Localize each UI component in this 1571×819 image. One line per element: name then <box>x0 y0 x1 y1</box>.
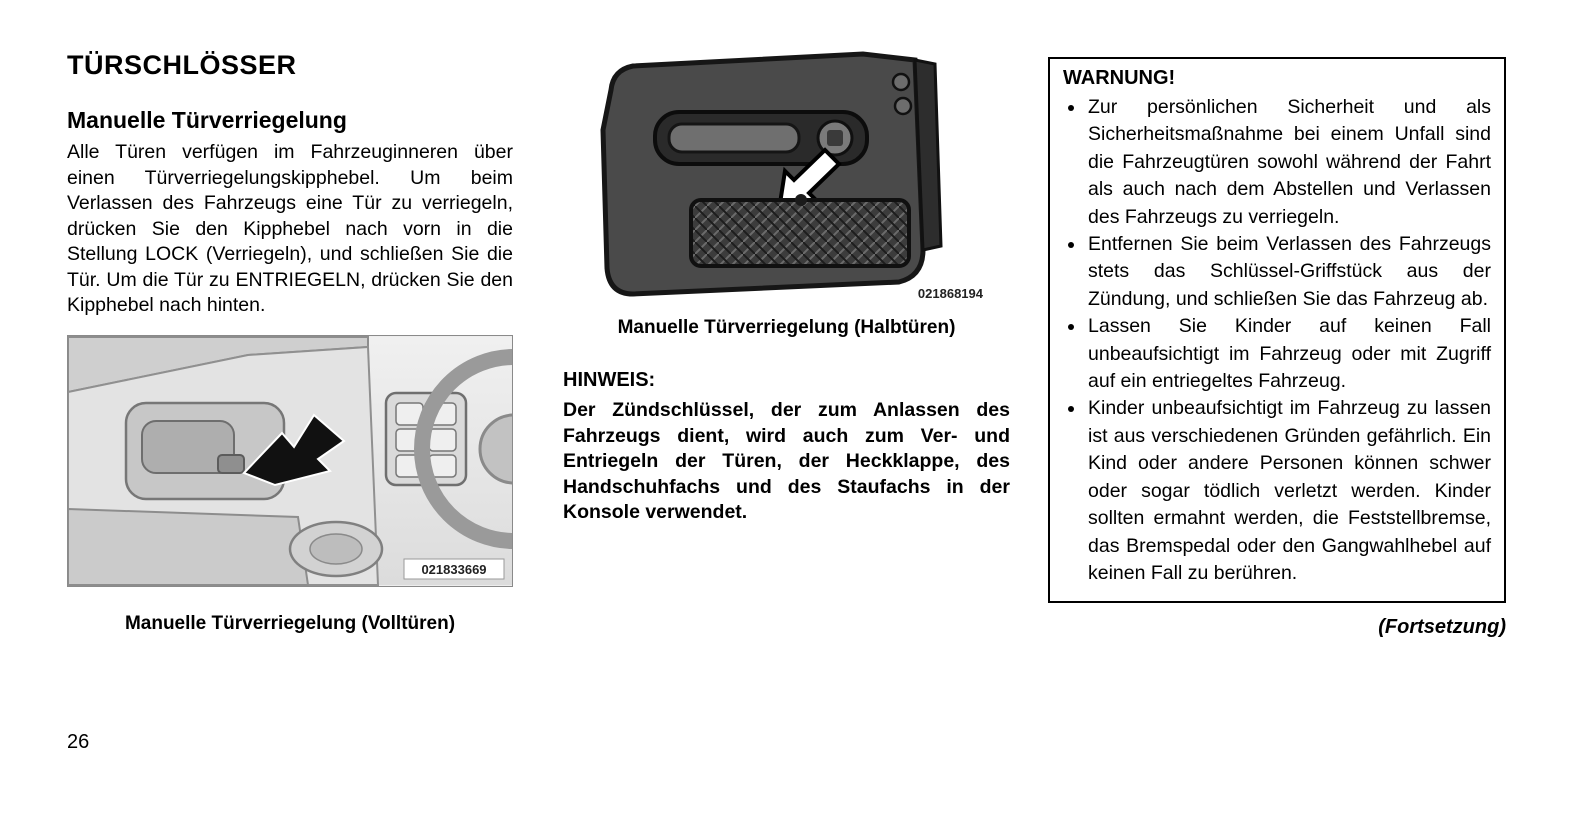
door-interior-illustration <box>67 335 513 587</box>
half-door-illustration <box>563 50 1010 305</box>
section-body: Alle Türen verfügen im Fahrzeuginneren über einen Türverriegelungskipphebel. Um beim Verlassen des Fahrzeugs eine Tür zu verriegeln, drücken Sie den Kipphebel nach vorn in die Stellung LOCK (Verriegeln), und schließen Sie die Tür. Um die Tür zu ENTRIEGELN, drücken Sie den Kipphebel nach hinten. <box>67 141 513 316</box>
warning-item: • Entfernen Sie beim Verlassen des Fahrzeugs stets das Schlüssel-Griffstück aus der Zündung, und schließen Sie das Fahrzeug ab. <box>1086 231 1491 313</box>
screw <box>895 98 911 114</box>
door-lower-trim <box>68 509 308 585</box>
warning-item: • Lassen Sie Kinder auf keinen Fall unbeaufsichtigt im Fahrzeug oder mit Zugriff auf ein entriegeltes Fahrzeug. <box>1086 313 1491 395</box>
warning-box <box>1048 57 1506 603</box>
right-column <box>1048 57 1506 639</box>
warning-list <box>1063 94 1491 587</box>
warning-item: • Zur persönlichen Sicherheit und als Sicherheitsmaßnahme bei einem Unfall sind die Fahrzeugtüren sowohl während der Fahrt als auch nach dem Abstellen und Verlassen des Fahrzeugs zu verriegeln. <box>1086 94 1491 231</box>
photo-code: 021868194 <box>917 286 983 301</box>
continuation-label: (Fortsetzung) <box>1378 616 1506 639</box>
warning-item: • Kinder unbeaufsichtigt im Fahrzeug zu lassen ist aus verschiedenen Gründen gefährlich. Ein Kind oder andere Personen können schwer oder sogar tödlich verletzt werden. Kinder sollten ermahnt werden, die Feststellbremse, das Bremspedal oder den Gangwahlhebel auf keinen Fall zu berühren. <box>1086 395 1491 587</box>
door-mat-texture <box>691 200 909 266</box>
middle-column <box>563 50 1010 526</box>
figure-caption-half-doors: Manuelle Türverriegelung (Halbtüren) <box>617 317 956 338</box>
door-interior-drawing <box>68 336 512 586</box>
page-title: TÜRSCHLÖSSER <box>67 50 297 80</box>
window-switch <box>429 429 456 451</box>
door-speaker-inner <box>310 534 362 564</box>
figure-caption-full-doors: Manuelle Türverriegelung (Volltüren) <box>124 612 456 634</box>
note-text: Der Zündschlüssel, der zum Anlassen des Fahrzeugs dient, wird auch zum Ver- und Entriegeln der Türen, der Heckklappe, des Handschuhfachs und des Staufachs in der Konsole verwendet. <box>563 399 1010 523</box>
figure-half-doors <box>563 50 1010 339</box>
photo-code: 021833669 <box>421 561 487 577</box>
lock-slot <box>827 130 843 146</box>
section-heading: Manuelle Türverriegelung <box>67 107 347 133</box>
half-door-drawing <box>563 50 1010 305</box>
note-block <box>563 369 1010 526</box>
lock-lever <box>218 455 244 473</box>
mat-stud <box>795 194 807 206</box>
screw <box>893 74 909 90</box>
note-label: HINWEIS: <box>563 369 656 391</box>
door-handle <box>669 124 799 152</box>
left-column <box>67 50 513 635</box>
page-number: 26 <box>67 731 90 753</box>
figure-full-doors <box>67 335 513 635</box>
warning-title: WARNUNG! <box>1063 67 1176 89</box>
